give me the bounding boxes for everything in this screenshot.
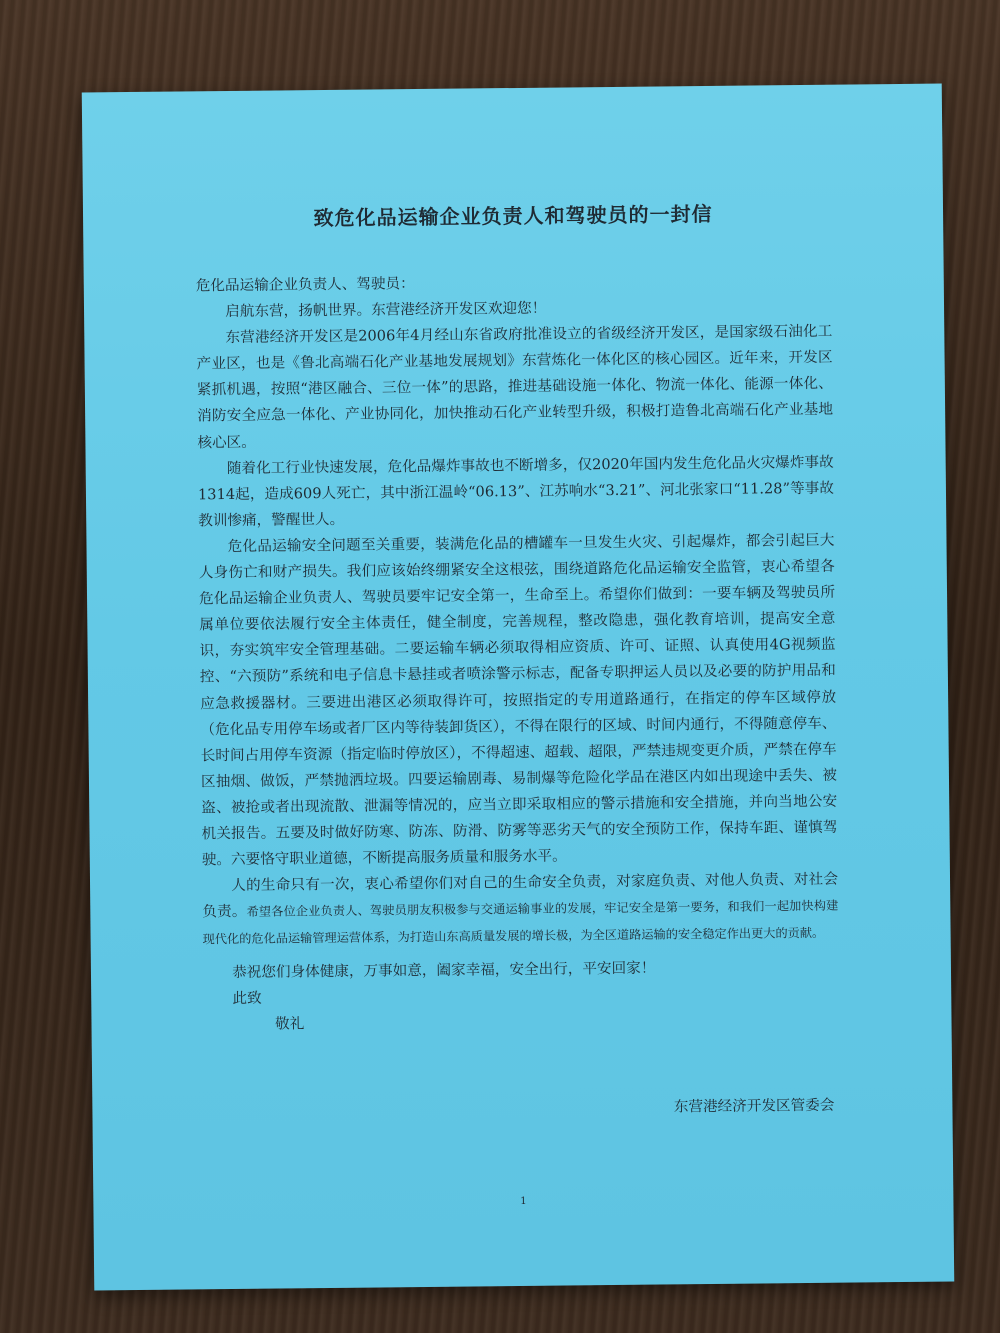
paragraph-requirements: 危化品运输安全问题至关重要，装满危化品的槽罐车一旦发生火灾、引起爆炸，都会引起巨大人身伤亡和财产损失。我们应该始终绷紧安全这根弦，围绕道路危化品运输安全监管，衷心希望各危化品运输企业负责人、驾驶员要牢记安全第一，生命至上。希望你们做到：一要车辆及驾驶员所属单位要依法履行安全主体责任，健全制度，完善规程，整改隐患，强化教育培训，提高安全意识，夯实筑牢安全管理基础。二要运输车辆必须取得相应资质、许可、证照、认真使用4G视频监控、“六预防”系统和电子信息卡悬挂或者喷涂警示标志，配备专职押运人员以及必要的防护用品和应急救援器材。三要进出港区必须取得许可，按照指定的专用道路通行，在指定的停车区域停放（危化品专用停车场或者厂区内等待装卸货区），不得在限行的区域、时间内通行，不得随意停车、长时间占用停车资源（指定临时停放区），不得超速、超载、超限，严禁违规变更介质，严禁在停车区抽烟、做饭，严禁抛洒垃圾。四要运输剧毒、易制爆等危险化学品在港区内如出现途中丢失、被盗、被抢或者出现流散、泄漏等情况的，应当立即采取相应的警示措施和安全措施，并向当地公安机关报告。五要及时做好防寒、防冻、防滑、防雾等恶劣天气的安全预防工作，保持车距、谨慎驾驶。六要恪守职业道德，不断提高服务质量和服务水平。 bbox=[198, 531, 838, 869]
paragraph-accidents: 随着化工行业快速发展，危化品爆炸事故也不断增多，仅2020年国内发生危化品火灾爆炸事故1314起，造成609人死亡，其中浙江温岭“06.13”、江苏响水“3.21”、河北张家口“11.28”等事故教训惨痛，警醒世人。 bbox=[197, 453, 835, 530]
salutation: 危化品运输企业负责人、驾驶员： bbox=[195, 275, 415, 295]
paragraph-zone-intro: 东营港经济开发区是2006年4月经山东省政府批准设立的省级经济开发区，是国家级石油化工产业区，也是《鲁北高端石化产业基地发展规划》东营炼化一体化区的核心园区。近年来，开发区紧抓机遇，按照“港区融合、三位一体”的思路，推进基础设施一体化、物流一体化、能源一体化、消防安全应急一体化、产业协同化，加快推动石化产业转型升级，积极打造鲁北高端石化产业基地核心区。 bbox=[196, 322, 834, 451]
letter-body bbox=[196, 267, 840, 1039]
page-number: 1 bbox=[520, 1195, 527, 1208]
closing-ci-zhi: 此致 bbox=[232, 990, 262, 1008]
letter-title: 致危化品运输企业负责人和驾驶员的一封信 bbox=[313, 201, 713, 231]
paragraph-welcome: 启航东营，扬帆世界。东营港经济开发区欢迎您！ bbox=[225, 299, 547, 321]
paragraph-hope: 希望各位企业负责人、驾驶员朋友积极参与交通运输事业的发展，牢记安全是第一要务，和我们一起加快构建现代化的危化品运输管理运营体系，为打造山东高质量发展的增长极，为全区道路运输的安全稳定作出更大的贡献。 bbox=[202, 898, 839, 947]
paragraph-life bbox=[202, 867, 839, 953]
signature: 东营港经济开发区管委会 bbox=[673, 1096, 835, 1116]
closing-jing-li: 敬礼 bbox=[274, 1015, 305, 1033]
closing-wish: 恭祝您们身体健康，万事如意，阖家幸福，安全出行，平安回家！ bbox=[232, 959, 656, 982]
letter-paper bbox=[82, 84, 954, 1291]
paragraph-life-text: 人的生命只有一次，衷心希望你们对自己的生命安全负责，对家庭负责、对他人负责、对社会负责。 bbox=[202, 870, 839, 921]
